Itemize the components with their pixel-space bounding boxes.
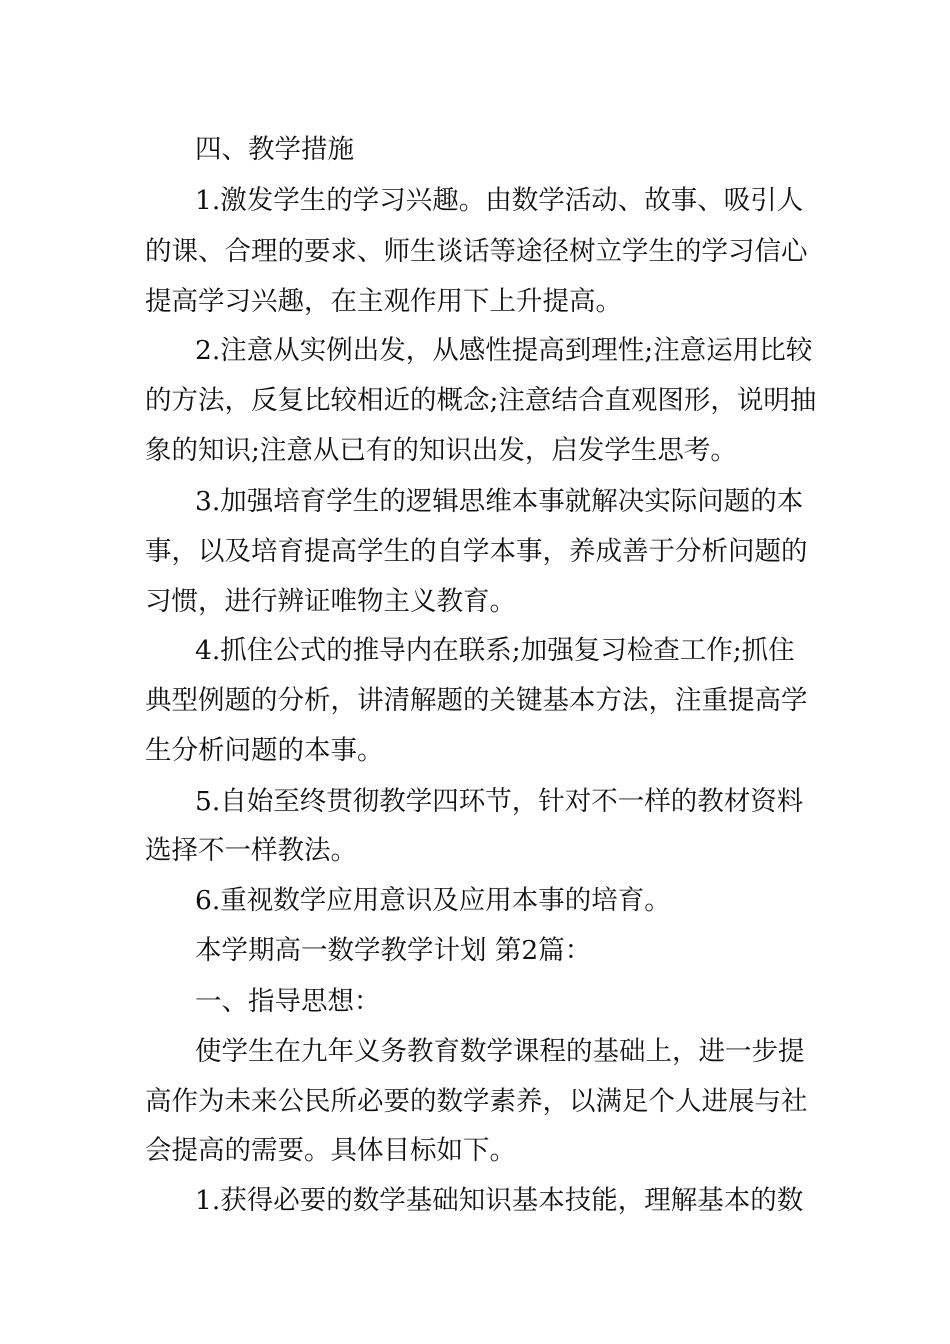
paragraph-line: 习惯，进行辨证唯物主义教育。 [145,586,516,617]
paragraph-line: 3.加强培育学生的逻辑思维本事就解决实际问题的本 [195,486,804,517]
part-heading: 本学期高一数学教学计划 第2篇： [195,935,592,966]
paragraph-line: 5.自始至终贯彻教学四环节，针对不一样的教材资料 [195,786,804,817]
paragraph-line: 会提高的需要。具体目标如下。 [145,1135,516,1166]
section-heading: 四、教学措施 [195,134,354,165]
paragraph-line: 的课、合理的要求、师生谈话等途径树立学生的学习信心 [145,236,808,267]
paragraph-line: 选择不一样教法。 [145,835,357,866]
paragraph-line: 6.重视数学应用意识及应用本事的培育。 [195,885,671,916]
paragraph-line: 使学生在九年义务教育数学课程的基础上，进一步提 [195,1036,805,1067]
paragraph-line: 的方法，反复比较相近的概念;注意结合直观图形，说明抽 [145,385,817,416]
section-heading: 一、指导思想： [195,986,381,1017]
paragraph-line: 2.注意从实例出发，从感性提高到理性;注意运用比较 [195,335,813,366]
paragraph-line: 典型例题的分析，讲清解题的关键基本方法，注重提高学 [145,685,808,716]
paragraph-line: 4.抓住公式的推导内在联系;加强复习检查工作;抓住 [195,635,795,666]
paragraph-line: 提高学习兴趣，在主观作用下上升提高。 [145,286,622,317]
paragraph-line: 1.获得必要的数学基础知识基本技能，理解基本的数 [195,1185,804,1216]
paragraph-line: 高作为未来公民所必要的数学素养，以满足个人进展与社 [145,1086,808,1117]
paragraph-line: 1.激发学生的学习兴趣。由数学活动、故事、吸引人 [195,185,804,216]
paragraph-line: 事，以及培育提高学生的自学本事，养成善于分析问题的 [145,536,808,567]
paragraph-line: 生分析问题的本事。 [145,735,384,766]
paragraph-line: 象的知识;注意从已有的知识出发，启发学生思考。 [145,435,737,466]
